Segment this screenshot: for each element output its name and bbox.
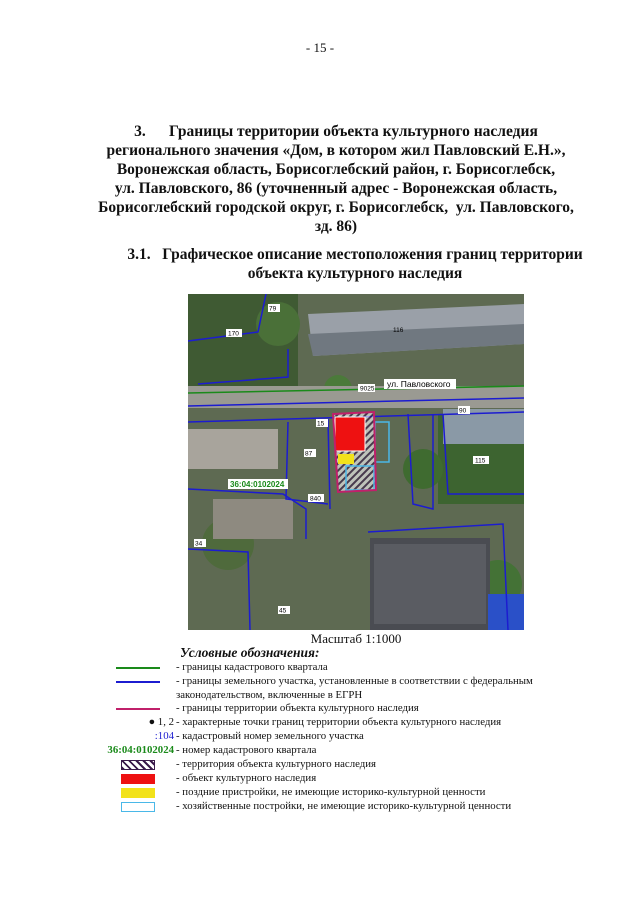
map-label: 34 bbox=[195, 540, 203, 548]
heading-line: Воронежская область, Борисоглебский район, г. Борисоглебск, bbox=[116, 161, 556, 178]
legend-item-parcel-boundary bbox=[100, 675, 560, 702]
legend-item-heritage-boundary bbox=[100, 702, 560, 716]
subsection-heading bbox=[120, 245, 590, 283]
page-number: - 15 - bbox=[305, 40, 335, 55]
map-label: 15 bbox=[317, 420, 325, 428]
legend-item-points bbox=[100, 716, 560, 730]
points-symbol: ● 1, 2 bbox=[148, 716, 174, 728]
blue-line-symbol bbox=[116, 681, 160, 683]
subheading-line: объекта культурного наследия bbox=[247, 265, 463, 282]
legend-item-heritage-territory bbox=[100, 758, 560, 772]
yellow-box-symbol bbox=[121, 788, 155, 798]
map-label: 90 bbox=[459, 407, 467, 415]
legend-title: Условные обозначения: bbox=[180, 645, 320, 660]
parcel-number-symbol: :104 bbox=[154, 730, 174, 742]
quarter-number-symbol: 36:04:0102024 bbox=[107, 744, 174, 756]
map-label: 9025 bbox=[360, 385, 375, 393]
legend-text: - границы земельного участка, установленные в соответствии с федеральным законодательством, включенные в ЕГРН bbox=[176, 675, 533, 701]
map-label: 87 bbox=[305, 450, 313, 458]
map-label: 45 bbox=[279, 607, 287, 615]
magenta-line-symbol bbox=[116, 708, 160, 710]
map-label: 116 bbox=[393, 327, 404, 334]
street-label: ул. Павловского bbox=[387, 379, 451, 389]
quarter-label: 36:04:0102024 bbox=[230, 480, 285, 489]
legend-item-late-extension bbox=[100, 786, 560, 800]
legend-text: - кадастровый номер земельного участка bbox=[176, 730, 364, 742]
green-line-symbol bbox=[116, 667, 160, 669]
hatch-symbol bbox=[121, 760, 155, 770]
blue-box-symbol bbox=[121, 802, 155, 812]
red-box-symbol bbox=[121, 774, 155, 784]
map-label: 170 bbox=[228, 330, 239, 338]
subheading-line: 3.1. Графическое описание местоположения границ территории bbox=[127, 246, 583, 263]
legend-text: - границы кадастрового квартала bbox=[176, 661, 328, 673]
heading-line: ул. Павловского, 86 (уточненный адрес - Воронежская область, bbox=[114, 180, 558, 197]
map-label: 840 bbox=[310, 495, 321, 503]
legend-item-parcel-number bbox=[100, 730, 560, 744]
legend-text: - номер кадастрового квартала bbox=[176, 744, 317, 756]
legend-text: - характерные точки границ территории объекта культурного наследия bbox=[176, 716, 502, 728]
legend-text: - границы территории объекта культурного наследия bbox=[176, 702, 419, 714]
heading-line: регионального значения «Дом, в котором жил Павловский Е.Н.», bbox=[106, 142, 566, 159]
legend-item-quarter-number bbox=[100, 744, 560, 758]
satellite-map bbox=[188, 294, 524, 630]
legend-text: - объект культурного наследия bbox=[176, 772, 317, 784]
legend-text: - территория объекта культурного наследия bbox=[176, 758, 377, 770]
legend bbox=[100, 661, 560, 814]
legend-item-outbuilding bbox=[100, 800, 560, 814]
section-heading bbox=[96, 122, 576, 236]
heading-line: зд. 86) bbox=[314, 218, 358, 235]
map-label: 115 bbox=[475, 457, 486, 465]
map-label: 79 bbox=[269, 305, 277, 313]
legend-text: - хозяйственные постройки, не имеющие историко-культурной ценности bbox=[176, 800, 512, 812]
map-svg bbox=[188, 294, 524, 630]
legend-item-heritage-object bbox=[100, 772, 560, 786]
heading-line: Борисоглебский городской округ, г. Борисоглебск, ул. Павловского, bbox=[98, 199, 574, 216]
map-scale: Масштаб 1:1000 bbox=[310, 631, 402, 646]
heading-line: 3. Границы территории объекта культурного наследия bbox=[134, 123, 538, 140]
legend-text: - поздние пристройки, не имеющие историко-культурной ценности bbox=[176, 786, 486, 798]
legend-item-quarter-boundary bbox=[100, 661, 560, 675]
